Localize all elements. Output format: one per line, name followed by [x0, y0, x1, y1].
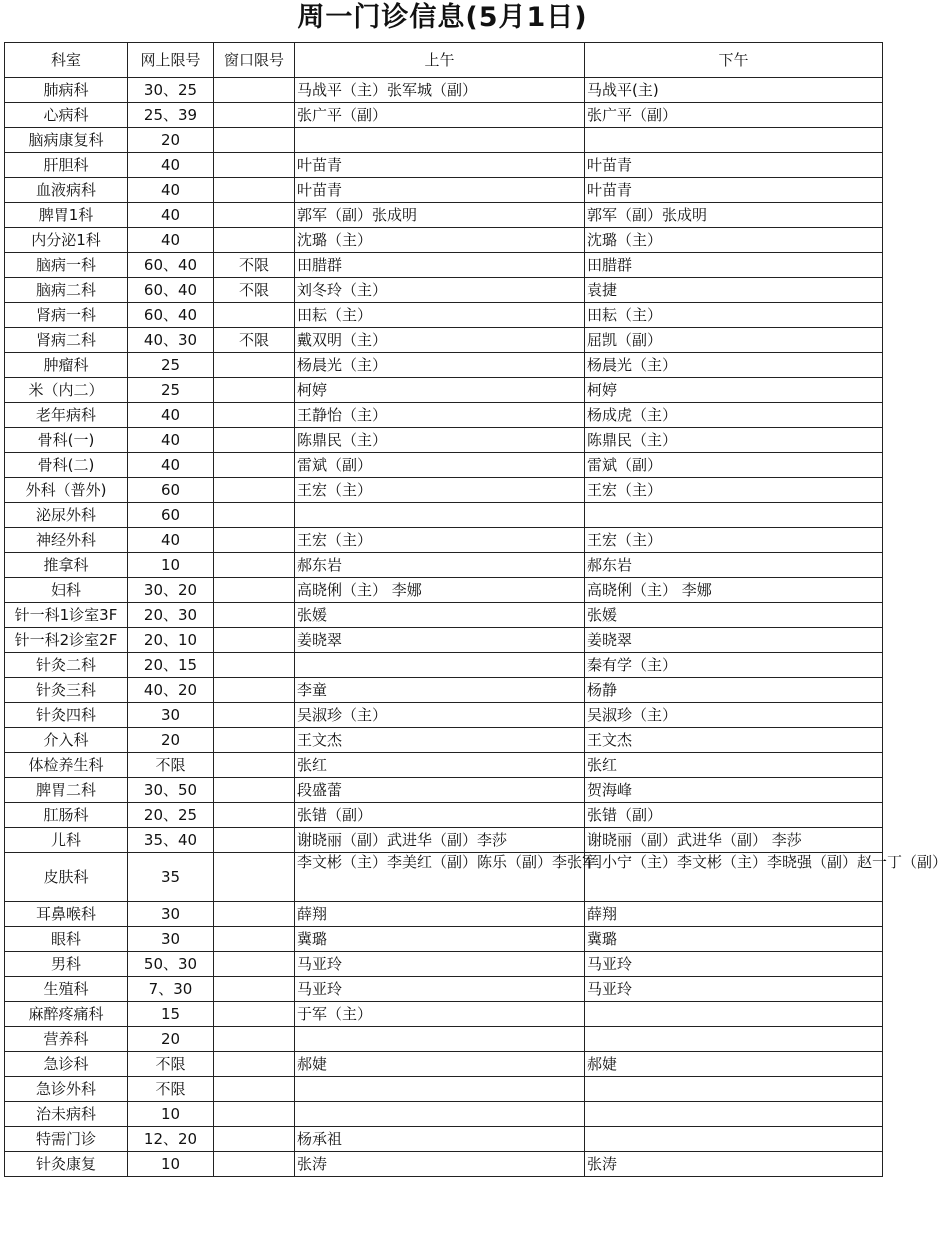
table-row [5, 353, 883, 378]
afternoon-doctors-cell: 谢晓丽（副）武进华（副） 李莎 [585, 828, 883, 853]
department-cell: 外科（普外) [5, 478, 128, 503]
table-row [5, 1077, 883, 1102]
afternoon-doctors-cell [585, 128, 883, 153]
afternoon-doctors-cell: 薛翔 [585, 902, 883, 927]
window-limit-cell [214, 628, 295, 653]
online-limit-cell: 40 [128, 528, 214, 553]
window-limit-cell [214, 528, 295, 553]
department-cell: 男科 [5, 952, 128, 977]
window-limit-cell [214, 1027, 295, 1052]
department-cell: 针一科1诊室3F [5, 603, 128, 628]
afternoon-doctors-cell: 柯婷 [585, 378, 883, 403]
morning-doctors-cell: 李童 [295, 678, 585, 703]
department-cell: 心病科 [5, 103, 128, 128]
window-limit-cell [214, 728, 295, 753]
online-limit-cell: 60 [128, 478, 214, 503]
window-limit-cell [214, 128, 295, 153]
table-row [5, 977, 883, 1002]
online-limit-cell: 35 [128, 853, 214, 902]
online-limit-cell: 25、39 [128, 103, 214, 128]
morning-doctors-cell: 刘冬玲（主） [295, 278, 585, 303]
table-row [5, 203, 883, 228]
department-cell: 针灸康复 [5, 1152, 128, 1177]
table-row [5, 853, 883, 902]
table-row [5, 902, 883, 927]
schedule-table [4, 42, 947, 1177]
table-row [5, 578, 883, 603]
online-limit-cell: 不限 [128, 1052, 214, 1077]
online-limit-cell: 20 [128, 728, 214, 753]
window-limit-cell [214, 703, 295, 728]
morning-doctors-cell [295, 1027, 585, 1052]
header-morning: 上午 [295, 43, 585, 78]
morning-doctors-cell [295, 653, 585, 678]
department-cell: 耳鼻喉科 [5, 902, 128, 927]
department-cell: 泌尿外科 [5, 503, 128, 528]
morning-doctors-cell: 薛翔 [295, 902, 585, 927]
window-limit-cell [214, 78, 295, 103]
table-row [5, 678, 883, 703]
table-row [5, 703, 883, 728]
morning-doctors-cell: 王静怡（主） [295, 403, 585, 428]
online-limit-cell: 7、30 [128, 977, 214, 1002]
window-limit-cell [214, 103, 295, 128]
morning-doctors-cell: 张媛 [295, 603, 585, 628]
window-limit-cell [214, 778, 295, 803]
afternoon-doctors-cell: 杨成虎（主） [585, 403, 883, 428]
department-cell: 骨科(一) [5, 428, 128, 453]
header-online-limit: 网上限号 [128, 43, 214, 78]
morning-doctors-cell: 陈鼎民（主） [295, 428, 585, 453]
morning-doctors-cell: 段盛蕾 [295, 778, 585, 803]
table-row [5, 528, 883, 553]
table-row [5, 503, 883, 528]
table-row [5, 1127, 883, 1152]
table-row [5, 253, 883, 278]
online-limit-cell: 40 [128, 203, 214, 228]
table-row [5, 1152, 883, 1177]
department-cell: 推拿科 [5, 553, 128, 578]
afternoon-doctors-cell: 田耘（主） [585, 303, 883, 328]
window-limit-cell [214, 178, 295, 203]
online-limit-cell: 20 [128, 1027, 214, 1052]
window-limit-cell [214, 1052, 295, 1077]
department-cell: 肾病二科 [5, 328, 128, 353]
afternoon-doctors-cell: 郝东岩 [585, 553, 883, 578]
window-limit-cell [214, 303, 295, 328]
online-limit-cell: 25 [128, 353, 214, 378]
online-limit-cell: 20、30 [128, 603, 214, 628]
department-cell: 介入科 [5, 728, 128, 753]
window-limit-cell [214, 453, 295, 478]
window-limit-cell [214, 1127, 295, 1152]
table-row [5, 553, 883, 578]
table-row [5, 128, 883, 153]
online-limit-cell: 20、10 [128, 628, 214, 653]
header-afternoon: 下午 [585, 43, 883, 78]
table-row [5, 803, 883, 828]
afternoon-doctors-cell: 马亚玲 [585, 952, 883, 977]
window-limit-cell [214, 927, 295, 952]
morning-doctors-cell: 王宏（主） [295, 478, 585, 503]
afternoon-doctors-cell: 沈璐（主） [585, 228, 883, 253]
department-cell: 老年病科 [5, 403, 128, 428]
table-row [5, 478, 883, 503]
department-cell: 急诊外科 [5, 1077, 128, 1102]
department-cell: 针灸三科 [5, 678, 128, 703]
morning-doctors-cell: 王文杰 [295, 728, 585, 753]
afternoon-doctors-cell: 张媛 [585, 603, 883, 628]
window-limit-cell [214, 853, 295, 902]
table-row [5, 328, 883, 353]
window-limit-cell [214, 753, 295, 778]
window-limit-cell [214, 902, 295, 927]
online-limit-cell: 30 [128, 703, 214, 728]
table-row [5, 78, 883, 103]
online-limit-cell: 40 [128, 453, 214, 478]
department-cell: 针灸四科 [5, 703, 128, 728]
afternoon-doctors-cell [585, 1027, 883, 1052]
department-cell: 脾胃二科 [5, 778, 128, 803]
department-cell: 神经外科 [5, 528, 128, 553]
afternoon-doctors-cell: 闫小宁（主）李文彬（主）李晓强（副）赵一丁（副） [585, 853, 883, 902]
window-limit-cell [214, 828, 295, 853]
morning-doctors-cell: 冀璐 [295, 927, 585, 952]
table-row [5, 753, 883, 778]
online-limit-cell: 12、20 [128, 1127, 214, 1152]
department-cell: 骨科(二) [5, 453, 128, 478]
afternoon-doctors-cell: 马亚玲 [585, 977, 883, 1002]
page-title: 周一门诊信息(5月1日) [297, 2, 588, 33]
morning-doctors-cell: 郝东岩 [295, 553, 585, 578]
table-row [5, 828, 883, 853]
online-limit-cell: 20、25 [128, 803, 214, 828]
department-cell: 脾胃1科 [5, 203, 128, 228]
department-cell: 肛肠科 [5, 803, 128, 828]
online-limit-cell: 40、30 [128, 328, 214, 353]
online-limit-cell: 30 [128, 927, 214, 952]
department-cell: 脑病二科 [5, 278, 128, 303]
window-limit-cell [214, 478, 295, 503]
morning-doctors-cell: 谢晓丽（副）武进华（副）李莎 [295, 828, 585, 853]
department-cell: 麻醉疼痛科 [5, 1002, 128, 1027]
window-limit-cell [214, 353, 295, 378]
department-cell: 治未病科 [5, 1102, 128, 1127]
table-row [5, 603, 883, 628]
afternoon-doctors-cell: 姜晓翠 [585, 628, 883, 653]
window-limit-cell [214, 1152, 295, 1177]
table-row [5, 778, 883, 803]
department-cell: 肾病一科 [5, 303, 128, 328]
table-row [5, 1002, 883, 1027]
window-limit-cell [214, 428, 295, 453]
table-row [5, 1027, 883, 1052]
department-cell: 营养科 [5, 1027, 128, 1052]
online-limit-cell: 35、40 [128, 828, 214, 853]
window-limit-cell [214, 503, 295, 528]
window-limit-cell [214, 378, 295, 403]
afternoon-doctors-cell: 王宏（主） [585, 478, 883, 503]
department-cell: 内分泌1科 [5, 228, 128, 253]
morning-doctors-cell: 张错（副） [295, 803, 585, 828]
online-limit-cell: 10 [128, 1102, 214, 1127]
table-row [5, 927, 883, 952]
afternoon-doctors-cell: 张错（副） [585, 803, 883, 828]
window-limit-cell: 不限 [214, 253, 295, 278]
window-limit-cell [214, 603, 295, 628]
afternoon-doctors-cell: 王文杰 [585, 728, 883, 753]
online-limit-cell: 30、25 [128, 78, 214, 103]
afternoon-doctors-cell: 贺海峰 [585, 778, 883, 803]
table-row [5, 653, 883, 678]
afternoon-doctors-cell: 张红 [585, 753, 883, 778]
window-limit-cell [214, 228, 295, 253]
morning-doctors-cell: 杨晨光（主） [295, 353, 585, 378]
department-cell: 急诊科 [5, 1052, 128, 1077]
department-cell: 针一科2诊室2F [5, 628, 128, 653]
online-limit-cell: 15 [128, 1002, 214, 1027]
table-row [5, 153, 883, 178]
morning-doctors-cell: 杨承祖 [295, 1127, 585, 1152]
window-limit-cell [214, 678, 295, 703]
table-row [5, 1052, 883, 1077]
online-limit-cell: 40、20 [128, 678, 214, 703]
morning-doctors-cell: 张广平（副） [295, 103, 585, 128]
afternoon-doctors-cell: 田腊群 [585, 253, 883, 278]
morning-doctors-cell: 张涛 [295, 1152, 585, 1177]
window-limit-cell [214, 1002, 295, 1027]
morning-doctors-cell: 田腊群 [295, 253, 585, 278]
morning-doctors-cell: 马亚玲 [295, 977, 585, 1002]
afternoon-doctors-cell: 杨静 [585, 678, 883, 703]
department-cell: 儿科 [5, 828, 128, 853]
online-limit-cell: 20、15 [128, 653, 214, 678]
window-limit-cell [214, 153, 295, 178]
afternoon-doctors-cell: 张广平（副） [585, 103, 883, 128]
morning-doctors-cell: 吴淑珍（主） [295, 703, 585, 728]
afternoon-doctors-cell: 陈鼎民（主） [585, 428, 883, 453]
afternoon-doctors-cell: 吴淑珍（主） [585, 703, 883, 728]
table-row [5, 1102, 883, 1127]
afternoon-doctors-cell: 屈凯（副） [585, 328, 883, 353]
department-cell: 肺病科 [5, 78, 128, 103]
morning-doctors-cell [295, 1102, 585, 1127]
online-limit-cell: 60、40 [128, 303, 214, 328]
afternoon-doctors-cell [585, 1102, 883, 1127]
online-limit-cell: 40 [128, 228, 214, 253]
morning-doctors-cell [295, 128, 585, 153]
morning-doctors-cell: 田耘（主） [295, 303, 585, 328]
online-limit-cell: 40 [128, 428, 214, 453]
afternoon-doctors-cell: 秦有学（主） [585, 653, 883, 678]
online-limit-cell: 40 [128, 403, 214, 428]
afternoon-doctors-cell: 杨晨光（主） [585, 353, 883, 378]
department-cell: 脑病康复科 [5, 128, 128, 153]
table-row [5, 303, 883, 328]
table-row [5, 178, 883, 203]
department-cell: 体检养生科 [5, 753, 128, 778]
afternoon-doctors-cell [585, 1002, 883, 1027]
morning-doctors-cell: 姜晓翠 [295, 628, 585, 653]
morning-doctors-cell: 马战平（主）张军城（副） [295, 78, 585, 103]
morning-doctors-cell: 于军（主） [295, 1002, 585, 1027]
afternoon-doctors-cell: 王宏（主） [585, 528, 883, 553]
afternoon-doctors-cell: 郝婕 [585, 1052, 883, 1077]
table-row [5, 453, 883, 478]
afternoon-doctors-cell: 张涛 [585, 1152, 883, 1177]
table-row [5, 403, 883, 428]
table-row [5, 952, 883, 977]
morning-doctors-cell: 王宏（主） [295, 528, 585, 553]
department-cell: 米（内二） [5, 378, 128, 403]
morning-doctors-cell: 郝婕 [295, 1052, 585, 1077]
table-row [5, 428, 883, 453]
online-limit-cell: 50、30 [128, 952, 214, 977]
department-cell: 眼科 [5, 927, 128, 952]
online-limit-cell: 20 [128, 128, 214, 153]
morning-doctors-cell: 马亚玲 [295, 952, 585, 977]
afternoon-doctors-cell: 冀璐 [585, 927, 883, 952]
department-cell: 针灸二科 [5, 653, 128, 678]
online-limit-cell: 10 [128, 553, 214, 578]
department-cell: 肿瘤科 [5, 353, 128, 378]
morning-doctors-cell: 柯婷 [295, 378, 585, 403]
window-limit-cell [214, 653, 295, 678]
online-limit-cell: 60、40 [128, 278, 214, 303]
online-limit-cell: 10 [128, 1152, 214, 1177]
morning-doctors-cell: 沈璐（主） [295, 228, 585, 253]
afternoon-doctors-cell [585, 503, 883, 528]
table-header-row [5, 43, 883, 78]
afternoon-doctors-cell: 叶苗青 [585, 178, 883, 203]
afternoon-doctors-cell: 马战平(主) [585, 78, 883, 103]
morning-doctors-cell: 郭军（副）张成明 [295, 203, 585, 228]
morning-doctors-cell: 张红 [295, 753, 585, 778]
afternoon-doctors-cell [585, 1077, 883, 1102]
department-cell: 脑病一科 [5, 253, 128, 278]
online-limit-cell: 60、40 [128, 253, 214, 278]
online-limit-cell: 30、50 [128, 778, 214, 803]
morning-doctors-cell [295, 503, 585, 528]
afternoon-doctors-cell: 高晓俐（主） 李娜 [585, 578, 883, 603]
header-window-limit: 窗口限号 [214, 43, 295, 78]
morning-doctors-cell: 叶苗青 [295, 153, 585, 178]
online-limit-cell: 40 [128, 153, 214, 178]
window-limit-cell: 不限 [214, 278, 295, 303]
morning-doctors-cell: 雷斌（副） [295, 453, 585, 478]
afternoon-doctors-cell [585, 1127, 883, 1152]
window-limit-cell [214, 403, 295, 428]
window-limit-cell: 不限 [214, 328, 295, 353]
window-limit-cell [214, 977, 295, 1002]
table-row [5, 628, 883, 653]
afternoon-doctors-cell: 袁捷 [585, 278, 883, 303]
online-limit-cell: 60 [128, 503, 214, 528]
department-cell: 生殖科 [5, 977, 128, 1002]
morning-doctors-cell: 叶苗青 [295, 178, 585, 203]
department-cell: 特需门诊 [5, 1127, 128, 1152]
table-row [5, 103, 883, 128]
table-row [5, 378, 883, 403]
afternoon-doctors-cell: 郭军（副）张成明 [585, 203, 883, 228]
morning-doctors-cell: 李文彬（主）李美红（副）陈乐（副）李张军 [295, 853, 585, 902]
online-limit-cell: 不限 [128, 1077, 214, 1102]
table-row [5, 278, 883, 303]
window-limit-cell [214, 203, 295, 228]
online-limit-cell: 30、20 [128, 578, 214, 603]
window-limit-cell [214, 578, 295, 603]
online-limit-cell: 40 [128, 178, 214, 203]
table-row [5, 228, 883, 253]
header-department: 科室 [5, 43, 128, 78]
department-cell: 肝胆科 [5, 153, 128, 178]
department-cell: 血液病科 [5, 178, 128, 203]
morning-doctors-cell [295, 1077, 585, 1102]
window-limit-cell [214, 1102, 295, 1127]
online-limit-cell: 25 [128, 378, 214, 403]
table-row [5, 728, 883, 753]
window-limit-cell [214, 952, 295, 977]
online-limit-cell: 不限 [128, 753, 214, 778]
department-cell: 妇科 [5, 578, 128, 603]
morning-doctors-cell: 戴双明（主） [295, 328, 585, 353]
table-body [5, 78, 947, 1177]
afternoon-doctors-cell: 叶苗青 [585, 153, 883, 178]
window-limit-cell [214, 553, 295, 578]
window-limit-cell [214, 803, 295, 828]
window-limit-cell [214, 1077, 295, 1102]
morning-doctors-cell: 高晓俐（主） 李娜 [295, 578, 585, 603]
afternoon-doctors-cell: 雷斌（副） [585, 453, 883, 478]
online-limit-cell: 30 [128, 902, 214, 927]
department-cell: 皮肤科 [5, 853, 128, 902]
